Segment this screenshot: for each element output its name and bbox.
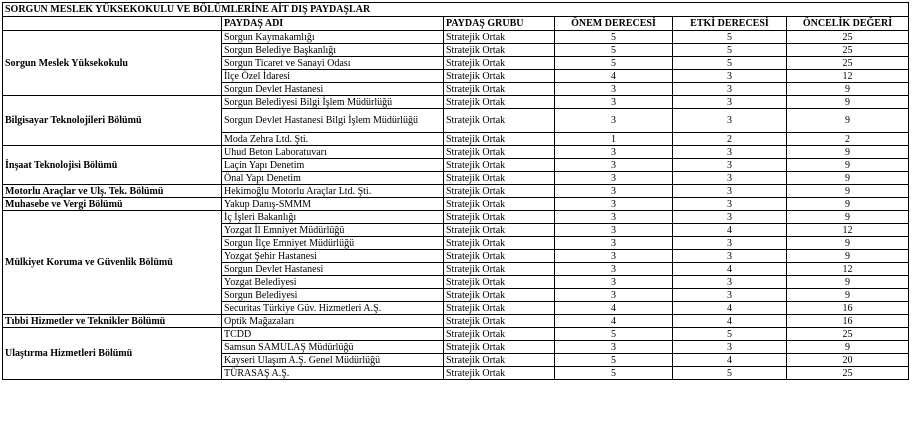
priority-value: 12	[787, 224, 909, 237]
impact-value: 5	[673, 367, 787, 380]
stakeholder-group: Stratejik Ortak	[444, 354, 555, 367]
priority-value: 25	[787, 367, 909, 380]
stakeholder-group: Stratejik Ortak	[444, 96, 555, 109]
stakeholder-name: Moda Zehra Ltd. Şti.	[222, 133, 444, 146]
importance-value: 3	[555, 341, 673, 354]
stakeholder-name: Yozgat İl Emniyet Müdürlüğü	[222, 224, 444, 237]
unit-name: Bilgisayar Teknolojileri Bölümü	[3, 96, 222, 146]
stakeholder-group: Stratejik Ortak	[444, 328, 555, 341]
priority-value: 9	[787, 109, 909, 133]
stakeholder-name: İlçe Özel İdaresi	[222, 70, 444, 83]
stakeholder-group: Stratejik Ortak	[444, 198, 555, 211]
stakeholder-group: Stratejik Ortak	[444, 133, 555, 146]
importance-value: 3	[555, 289, 673, 302]
priority-value: 9	[787, 237, 909, 250]
priority-value: 9	[787, 250, 909, 263]
stakeholder-group: Stratejik Ortak	[444, 70, 555, 83]
stakeholder-name: Samsun SAMULAŞ Müdürlüğü	[222, 341, 444, 354]
importance-value: 3	[555, 263, 673, 276]
stakeholder-name: Uhud Beton Laboratuvarı	[222, 146, 444, 159]
importance-value: 3	[555, 159, 673, 172]
impact-value: 3	[673, 237, 787, 250]
table-row	[3, 198, 909, 211]
impact-value: 3	[673, 198, 787, 211]
table-row	[3, 31, 909, 44]
stakeholder-group: Stratejik Ortak	[444, 289, 555, 302]
impact-value: 5	[673, 328, 787, 341]
table-row	[3, 328, 909, 341]
stakeholder-name: Önal Yapı Denetim	[222, 172, 444, 185]
importance-value: 4	[555, 70, 673, 83]
importance-value: 5	[555, 44, 673, 57]
impact-value: 5	[673, 57, 787, 70]
priority-value: 9	[787, 341, 909, 354]
stakeholder-group: Stratejik Ortak	[444, 146, 555, 159]
stakeholder-name: Hekimoğlu Motorlu Araçlar Ltd. Şti.	[222, 185, 444, 198]
impact-value: 4	[673, 263, 787, 276]
stakeholder-group: Stratejik Ortak	[444, 315, 555, 328]
stakeholder-group: Stratejik Ortak	[444, 263, 555, 276]
stakeholder-group: Stratejik Ortak	[444, 224, 555, 237]
stakeholder-table	[2, 2, 909, 380]
priority-value: 2	[787, 133, 909, 146]
priority-value: 9	[787, 211, 909, 224]
importance-value: 3	[555, 185, 673, 198]
unit-name: Sorgun Meslek Yüksekokulu	[3, 31, 222, 96]
stakeholder-group: Stratejik Ortak	[444, 44, 555, 57]
stakeholder-name: Sorgun Devlet Hastanesi	[222, 263, 444, 276]
priority-value: 9	[787, 172, 909, 185]
priority-value: 9	[787, 96, 909, 109]
priority-value: 9	[787, 276, 909, 289]
importance-value: 3	[555, 172, 673, 185]
header-unit	[3, 17, 222, 31]
stakeholder-name: Securitas Türkiye Güv. Hizmetleri A.Ş.	[222, 302, 444, 315]
header-stakeholder-name: PAYDAŞ ADI	[222, 17, 444, 31]
impact-value: 3	[673, 83, 787, 96]
priority-value: 16	[787, 315, 909, 328]
impact-value: 3	[673, 185, 787, 198]
importance-value: 3	[555, 96, 673, 109]
priority-value: 9	[787, 289, 909, 302]
importance-value: 5	[555, 57, 673, 70]
importance-value: 4	[555, 315, 673, 328]
importance-value: 3	[555, 146, 673, 159]
priority-value: 9	[787, 159, 909, 172]
priority-value: 25	[787, 57, 909, 70]
stakeholder-group: Stratejik Ortak	[444, 83, 555, 96]
table-row	[3, 315, 909, 328]
impact-value: 3	[673, 70, 787, 83]
stakeholder-name: Sorgun Devlet Hastanesi	[222, 83, 444, 96]
importance-value: 5	[555, 367, 673, 380]
stakeholder-name: Yozgat Şehir Hastanesi	[222, 250, 444, 263]
unit-name: İnşaat Teknolojisi Bölümü	[3, 146, 222, 185]
importance-value: 3	[555, 224, 673, 237]
priority-value: 9	[787, 83, 909, 96]
unit-name: Motorlu Araçlar ve Ulş. Tek. Bölümü	[3, 185, 222, 198]
priority-value: 9	[787, 185, 909, 198]
stakeholder-table-container	[2, 2, 909, 380]
table-row	[3, 211, 909, 224]
impact-value: 4	[673, 315, 787, 328]
priority-value: 16	[787, 302, 909, 315]
header-importance: ÖNEM DERECESİ	[555, 17, 673, 31]
impact-value: 3	[673, 109, 787, 133]
table-row	[3, 96, 909, 109]
importance-value: 3	[555, 211, 673, 224]
stakeholder-group: Stratejik Ortak	[444, 159, 555, 172]
importance-value: 5	[555, 354, 673, 367]
impact-value: 3	[673, 146, 787, 159]
impact-value: 2	[673, 133, 787, 146]
unit-name: Mülkiyet Koruma ve Güvenlik Bölümü	[3, 211, 222, 315]
priority-value: 12	[787, 263, 909, 276]
stakeholder-name: Yakup Danış-SMMM	[222, 198, 444, 211]
stakeholder-group: Stratejik Ortak	[444, 367, 555, 380]
stakeholder-group: Stratejik Ortak	[444, 237, 555, 250]
impact-value: 3	[673, 289, 787, 302]
stakeholder-name: Yozgat Belediyesi	[222, 276, 444, 289]
header-stakeholder-group: PAYDAŞ GRUBU	[444, 17, 555, 31]
header-row	[3, 17, 909, 31]
stakeholder-group: Stratejik Ortak	[444, 185, 555, 198]
stakeholder-name: Sorgun İlçe Emniyet Müdürlüğü	[222, 237, 444, 250]
stakeholder-group: Stratejik Ortak	[444, 341, 555, 354]
stakeholder-name: Laçin Yapı Denetim	[222, 159, 444, 172]
stakeholder-name: TÜRASAŞ A.Ş.	[222, 367, 444, 380]
importance-value: 3	[555, 237, 673, 250]
unit-name: Tıbbi Hizmetler ve Teknikler Bölümü	[3, 315, 222, 328]
priority-value: 25	[787, 31, 909, 44]
impact-value: 3	[673, 276, 787, 289]
importance-value: 3	[555, 83, 673, 96]
header-priority: ÖNCELİK DEĞERİ	[787, 17, 909, 31]
unit-name: Ulaştırma Hizmetleri Bölümü	[3, 328, 222, 380]
stakeholder-name: Sorgun Belediyesi	[222, 289, 444, 302]
priority-value: 25	[787, 328, 909, 341]
stakeholder-group: Stratejik Ortak	[444, 172, 555, 185]
importance-value: 3	[555, 276, 673, 289]
priority-value: 12	[787, 70, 909, 83]
stakeholder-group: Stratejik Ortak	[444, 302, 555, 315]
impact-value: 4	[673, 354, 787, 367]
stakeholder-name: İç İşleri Bakanlığı	[222, 211, 444, 224]
impact-value: 4	[673, 224, 787, 237]
impact-value: 3	[673, 96, 787, 109]
stakeholder-group: Stratejik Ortak	[444, 57, 555, 70]
importance-value: 5	[555, 31, 673, 44]
stakeholder-group: Stratejik Ortak	[444, 109, 555, 133]
importance-value: 3	[555, 250, 673, 263]
stakeholder-name: TCDD	[222, 328, 444, 341]
stakeholder-group: Stratejik Ortak	[444, 211, 555, 224]
priority-value: 9	[787, 146, 909, 159]
importance-value: 4	[555, 302, 673, 315]
impact-value: 5	[673, 44, 787, 57]
impact-value: 3	[673, 159, 787, 172]
impact-value: 3	[673, 172, 787, 185]
priority-value: 9	[787, 198, 909, 211]
impact-value: 5	[673, 31, 787, 44]
impact-value: 4	[673, 302, 787, 315]
priority-value: 20	[787, 354, 909, 367]
stakeholder-group: Stratejik Ortak	[444, 250, 555, 263]
stakeholder-name: Kayseri Ulaşım A.Ş. Genel Müdürlüğü	[222, 354, 444, 367]
impact-value: 3	[673, 211, 787, 224]
table-row	[3, 146, 909, 159]
importance-value: 3	[555, 109, 673, 133]
header-impact: ETKİ DERECESİ	[673, 17, 787, 31]
impact-value: 3	[673, 250, 787, 263]
stakeholder-group: Stratejik Ortak	[444, 31, 555, 44]
stakeholder-name: Sorgun Kaymakamlığı	[222, 31, 444, 44]
importance-value: 5	[555, 328, 673, 341]
stakeholder-name: Sorgun Belediyesi Bilgi İşlem Müdürlüğü	[222, 96, 444, 109]
importance-value: 3	[555, 198, 673, 211]
table-row	[3, 185, 909, 198]
stakeholder-name: Sorgun Belediye Başkanlığı	[222, 44, 444, 57]
priority-value: 25	[787, 44, 909, 57]
stakeholder-group: Stratejik Ortak	[444, 276, 555, 289]
importance-value: 1	[555, 133, 673, 146]
unit-name: Muhasebe ve Vergi Bölümü	[3, 198, 222, 211]
stakeholder-name: Sorgun Ticaret ve Sanayi Odası	[222, 57, 444, 70]
table-title: SORGUN MESLEK YÜKSEKOKULU VE BÖLÜMLERİNE AİT DIŞ PAYDAŞLAR	[3, 3, 909, 17]
stakeholder-name: Sorgun Devlet Hastanesi Bilgi İşlem Müdürlüğü	[222, 109, 444, 133]
impact-value: 3	[673, 341, 787, 354]
stakeholder-name: Optik Mağazaları	[222, 315, 444, 328]
title-row	[3, 3, 909, 17]
